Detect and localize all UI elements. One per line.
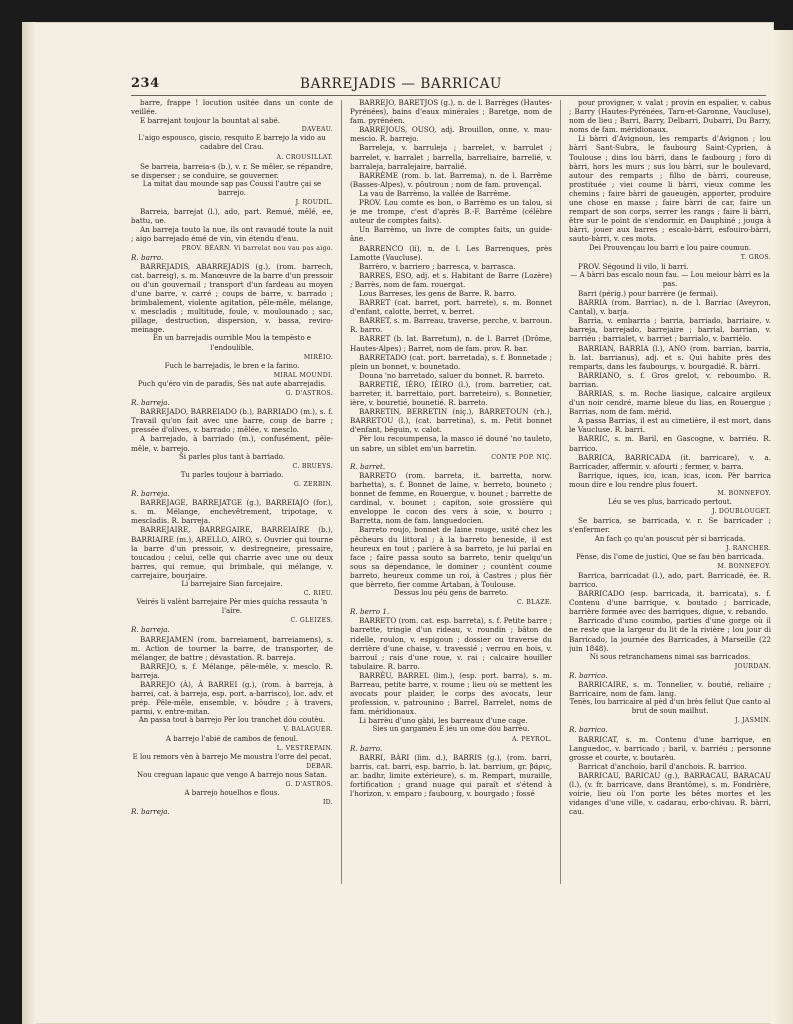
entry-paragraph: BARRI, BÀRI (lim. d.), BARRIS (g.), (rom. barri, barris, cat. barri, esp. barrio, b. lat. barrium, gr. βάρις, ar. badhr, limite extérieure), s. m. Rempart, muraille, fortification ; grand nuage qui paraît et s'étend à l'horizon, v. emparo ; faubourg, v. bourgado ; fossé — [350, 752, 552, 799]
quotation-source: M. BONNEFOY. — [717, 490, 771, 498]
entry-paragraph: BARRENCO (li), n. de l. Les Barrenques, près Lamotte (Vaucluse). — [350, 243, 552, 262]
quotation: A barrejo l'abié de cambos de fenoul. — [165, 734, 299, 743]
quotation: Fuch le barrejadis, le bren e la farino. — [164, 361, 300, 370]
quotation: Puch qu'éro vin de paradis, Sès nat aute abarrejadis. — [137, 379, 327, 388]
entry-paragraph: BARRETO (rom. barreta, it. barretta, norw. barhetta), s. f. Bonnet de laine, v. berreto, bouneto ; bonnet de femme, en Rouergue, v. bounet ; barrette de cardinal, v. bounet ; capiton, soie grossière qui enveloppe le cocon des vers à soie, v. bourro ; Barretta, nom de fam. languedocien. — [350, 470, 552, 526]
entry-paragraph: Li barrèu d'uno gàbi, les barreaux d'une cage. — [359, 716, 528, 726]
quotation-source: A. PEYROL. — [512, 735, 552, 743]
entry-paragraph: BARREJADO, BARREIADO (b.), BARRIADO (m.), s. f. Travail qu'on fait avec une barre, coup de barre ; pressée d'olives, v. barrado ; mêlée, v. mesclo. — [131, 407, 333, 435]
entry-paragraph: BARRETIN, BERRETIN (niç.), BARRETOUN (rh.), BARRETOU (l.), (cat. barretina), s. m. Petit bonnet d'enfant, béguin, v. calot. — [350, 407, 552, 435]
quotation-source: C. BRUEYS. — [292, 462, 333, 470]
column-left — [131, 98, 333, 884]
entry-paragraph: BARRICAIRE, s. m. Tonnelier, v. boutié, reliaire ; Barricaire, nom de fam. lang. — [569, 680, 771, 699]
entry-paragraph: barre, frappe ! locution usitée dans un conte de veillée. — [131, 98, 333, 117]
column-separator — [560, 100, 561, 884]
entry-paragraph: BARRETIÉ, IÈRO, IÈIRO (l.), (rom. barretier, cat. barreter, it. barrettaio, port. barreteiro), s. Bonnetier, ière, v. bouretié, bounetié. R. barreto. — [350, 379, 552, 408]
entry-paragraph: Un Barrèmo, un livre de comptes faits, un guide-âne. — [350, 225, 552, 244]
entry-paragraph: Barrique, iques, ico, ican, icas, icon. Pèr barrica moun dire e lou rendre plus fouert. — [569, 470, 771, 489]
entry-paragraph: Pèr lou recoumpensa, la masco ié douné 'no tauleto, un sabre, un siblet em'un barretin. — [350, 434, 552, 453]
entry-paragraph: BARRIAN, BARRIA (l.), ANO (rom. barrian, barria, b. lat. barrianus), adj. et s. Qui habite près des remparts, dans les faubourgs, v. bourgadié. R. bàrri. — [569, 343, 771, 371]
quotation-source: JOURDAN. — [734, 662, 771, 670]
quotation-source: G. D'ASTROS. — [285, 390, 333, 397]
etymology-reference: R. barreja. — [131, 489, 170, 499]
quotation-source: G. D'ASTROS. — [285, 781, 333, 789]
quotation: Sies un gargamèu E iéu un ome dóu barrèu. — [372, 725, 530, 734]
entry-paragraph: BARRÈU, BARREL (lim.), (esp. port. barra), s. m. Barreau, petite barre, v. roume ; lieu où se mettent les avocats pour plaider, le corps des avocats, leur profession, v. patrounino ; Barrel, Barrelet, noms de fam. méridionaux. — [350, 670, 552, 717]
entry-paragraph: BARRIAS, s. m. Roche liasique, calcaire argileux d'un noir cendré, marne bleue du lias, en Rouergue ; Barrias, nom de fam. mérid. — [569, 389, 771, 417]
entry-paragraph: BARRIC, s. m. Baril, en Gascogne, v. barriéu. R. barrico. — [569, 434, 771, 453]
entry-paragraph: BARREJADIS, ABARREJADIS (g.), (rom. barrech, cat. barreig), s. m. Manœuvre de la barre d'un pressoir ou d'un gouvernail ; transport d'un fardeau au moyen d'une barre, v. carré ; coups de barre, v. barrado ; brimbalement, violente agitation, pêle-mêle, mélange, v. mescladis ; multitude, foule, v. moulounado ; sac, pillage, destruction, dispersion, v. bassa, reviro-meinage. — [131, 261, 333, 335]
entry-paragraph: BARRICADO (esp. barricada, it. barricata), s. f. Contenu d'une barrique, v. boutado ; barricade, barrière formée avec des barriques, digue, v. rebando. — [569, 589, 771, 617]
quotation-source: MIRAL MOUNDI. — [273, 371, 333, 379]
quotation-source: MIRÈIO. — [303, 353, 333, 361]
page-number: 234 — [131, 76, 160, 91]
entry-paragraph: BARRET (b. lat. Barretum), n. de l. Barret (Drôme, Hautes-Alpes) ; Barret, nom de fam. prov. R. bar. — [350, 334, 552, 353]
entry-paragraph: Li bàrri d'Avignoun, les remparts d'Avignon ; lou bàrri Sant-Subra, le faubourg Saint-Cyprien, à Toulouse ; dins lou bàrri, dans le faubourg ; foro di bàrri, hors les murs ; sus lou bàrri, sur le boulevard, autour des remparts ; filho de bàrri, coureuse, prostituée ; viei coume li bàrri, vieux comme les chemins ; faire bàrri de gaueugèn, apporter, produire une chose en masse ; faire bàrri de car, faire un rempart de son corps, serrer les rangs ; faire li bàrri, être sur le point de s'endormir, en Dauphiné ; jouga à bàrri, jouer aux barres ; escalo-bàrri, esfouiro-bàrri, sauto-bàrri, v. ces mots. — [569, 134, 771, 244]
quotation: Veirés li valènt barrejaire Pèr mies quicha ressauta 'n l'aire. — [136, 598, 328, 616]
entry-paragraph: Barri (périg.) pour barrère (je fermai). — [578, 288, 719, 298]
quotation: Dessus lou péu gens de barreto. — [393, 589, 509, 598]
text-columns — [131, 98, 771, 884]
column-middle — [350, 98, 552, 884]
quotation: Ni sous retranchamens nimai sas barricados. — [589, 652, 751, 661]
entry-paragraph: Douna 'no barretado, saluer du bonnet. R. barreto. — [359, 370, 545, 380]
quotation-source: C. GLEIZES. — [290, 617, 333, 625]
quotation: Pènse, dis l'ome de justici, Que se fau bèn barricada. — [576, 552, 764, 561]
quotation-source: J. RANCHER. — [725, 544, 771, 552]
entry-paragraph: BARREJO (À), À BARREI (g.), (rom. à barreja, à barrei, cat. à barreja, esp. port. a-barrisco), loc. adv. et prép. Pêle-mêle, ensemble, v. bôudre ; à travers, parmi, v. entre-mitan. — [131, 680, 333, 717]
quotation-source: PROV. BÉARN. Vi barrelat nou vau pas aigo. — [181, 244, 333, 252]
entry-paragraph: BARRICAU, BARICAU (g.), BARRACAU, BARACAU (l.), (v. fr. barricave, dans Brantôme), s. m. Fondrière, voirie, lieu où l'on porte les bêtes mortes et les vidanges d'une ville, v. cadarau, erbo-chivau. R. bàrri, cau. — [569, 770, 771, 817]
quotation-source: DEBAR. — [306, 762, 333, 770]
quotation-source: V. BALAGUER. — [283, 726, 333, 734]
etymology-reference: R. barreja. — [131, 807, 170, 817]
etymology-reference: R. barrico. — [569, 725, 608, 735]
column-separator — [341, 100, 342, 884]
entry-paragraph: Barria, v. embarria ; barria, barriado, barriaire, v. barreja, barrejado, barrejaire ; barrial, barrian, v. barriéu ; barrialet, v. barriet ; barrialo, v. barrièlo. — [569, 316, 771, 344]
entry-paragraph: BARREJO, BARETJOS (g.), n. de l. Barrèges (Hautes-Pyrénées), bains d'eaux minérales ; Baretge, nom de fam. pyrénéen. — [350, 98, 552, 126]
quotation: — A bàrri bas escalo noun fau. — Lou meiour bàrri es la pas. — [570, 270, 770, 288]
entry-paragraph: Lous Barreses, les gens de Barre. R. barro. — [359, 288, 517, 298]
quotation: An fach ço qu'an pouscut pèr si barricada. — [594, 534, 746, 543]
entry-paragraph: BARRICAT, s. m. Contenu d'une barrique, en Languedoc, v. barricado ; baril, v. barriéu ; personne grosse et courte, v. boutarèu. — [569, 734, 771, 762]
entry-paragraph: BARREJAMEN (rom. barreiament, barreiamens), s. m. Action de tourner la barre, de transporter, de mélanger, de battre ; dévastation. R. barreja. — [131, 634, 333, 662]
entry-paragraph: BARRET (cat. barret, port. barrete), s. m. Bonnet d'enfant, calotte, berret, v. berret. — [350, 298, 552, 317]
quotation-source: J. JASMIN. — [735, 717, 771, 725]
column-right — [569, 98, 771, 884]
entry-paragraph: Barreto roujo, bonnet de laine rouge, usité chez les pêcheurs du littoral ; à la barreto beneside, il est heureux en tout ; parlère à sa barreto, je lui parlai en face ; faire passa souto sa barreto, tenir quelqu'un sous sa dépendance, le dominer ; countènt coume barreto, heureux comme un roi, à Castres ; plus fièr que bèrreto, fier comme Artaban, à Toulouse. — [350, 525, 552, 589]
quotation: E lou remors vèn à barrejo Me moustra l'orre del pecat. — [132, 752, 332, 761]
quotation-source: C. BLAZE. — [516, 599, 552, 607]
entry-paragraph: BARRETADO (cat. port. barretada), s. f. Bonnetade ; plein un bonnet, v. bounetado. — [350, 352, 552, 371]
quotation: Dei Prouvençau lou barri e lou paire coumun. — [588, 243, 752, 252]
entry-paragraph: BARRETO (rom. cat. esp. barreta), s. f. Petite barre ; barrette, tringle d'un rideau, v. roundin ; bâton de ridelle, roulon, v. espigoun ; dossier ou traverse du derrière d'une chaise, v. travessié ; verrou en bois, v. barrouï ; rais d'une roue, v. rai ; calcaire houiller tabulaire. R. barro. — [350, 616, 552, 671]
entry-paragraph: Barricat d'anchoio, baril d'anchois. R. barrico. — [578, 761, 747, 771]
quotation-source: G. ZERBIN. — [293, 480, 333, 488]
entry-paragraph: Se barrica, se barricada, v. r. Se barricader ; s'enfermer. — [569, 516, 771, 535]
entry-paragraph: A barrejado, à barriado (m.), confusément, pêle-mêle, v. barrejo. — [131, 434, 333, 453]
quotation-source: L. VESTREPAIN. — [276, 744, 333, 752]
header-rule — [131, 95, 766, 96]
quotation-source: J. ROUDIL. — [295, 199, 333, 207]
etymology-reference: R. barro. — [350, 743, 383, 753]
next-page-edge — [771, 30, 793, 1024]
entry-paragraph: BARRÈME (rom. b. lat. Barrema), n. de l. Barrême (Basses-Alpes), v. pôutroun ; nom de fam. provençal. — [350, 170, 552, 189]
entry-paragraph: BARRES, ESO, adj. et s. Habitant de Barre (Lozère) ; Barrès, nom de fam. rouergat. — [350, 270, 552, 289]
entry-paragraph: BARREJAGE, BARREJATGE (g.), BARREIAJO (for.), s. m. Mélange, enchevêtrement, tripotage, v. mescladis. R. barreja. — [131, 498, 333, 526]
entry-paragraph: Barrica, barricadat (l.), ado, part. Barricadé, ée. R. barrico. — [569, 570, 771, 589]
entry-paragraph: E barrejant toujour la bountat al sabé. — [140, 116, 280, 126]
quotation: An passa tout à barrejo Pèr lou tranchet dóu coutèu. — [138, 716, 326, 725]
entry-paragraph: BARRICA, BARRICADA (it. barricare), v. a. Barricader, affermir, v. afourti ; fermer, v. barra. — [569, 452, 771, 471]
entry-paragraph: BARRET, s. m. Barreau, traverse, perche, v. barroun. R. barro. — [350, 316, 552, 335]
quotation: La mitat dau mounde sap pas Coussi l'autre çai se barrejo. — [142, 179, 322, 197]
quotation-source: C. RIEU. — [303, 590, 333, 598]
quotation: Li barrejaire Sian farcejaire. — [181, 579, 283, 588]
etymology-reference: R. barreja. — [131, 625, 170, 635]
quotation-source: A. CROUSILLAT. — [276, 153, 333, 161]
quotation-source: DAVEAU. — [301, 126, 333, 134]
entry-paragraph: pour provigner, v. valat ; provin en espalier, v. cabus ; Barry (Hautes-Pyrénées, Tarn-et-Garonne, Vaucluse), nom de lieu ; Barri, Barry, Delbarri, Dubarri, Du Barry, noms de fam. méridionaux. — [569, 98, 771, 135]
quotation-source: J. DOUBLOUGET. — [712, 508, 771, 516]
quotation-source: CONTE POP. NIÇ. — [491, 453, 552, 461]
entry-paragraph: La vau de Barrèmo, la vallée de Barrême. — [359, 188, 511, 198]
entry-paragraph: BARREJO, s. f. Mélange, pêle-mêle, v. mesclo. R. barreja. — [131, 661, 333, 680]
entry-paragraph: PROV. Lou comte es bon, o Barrèmo es un talou, si je me trompe, c'est d'après B.-F. Barrême (célèbre auteur de comptes faits). — [350, 198, 552, 226]
quotation: Tu parles toujour à barriado. — [180, 470, 284, 479]
quotation: Tenès, lou barricaire al pèd d'un brès fellut Que canto al brut de soun mailhut. — [569, 698, 771, 716]
quotation: Nou creguan lapauc que vengo A barrejo nous Satan. — [136, 770, 328, 779]
entry-paragraph: BARREJAIRE, BARREGAIRE, BARREIAIRE (b.), BARRIAIRE (m.), ARELLO, AIRO, s. Ouvrier qui tourne la barre d'un pressoir, v. destregneire, pressaire, toucadou ; celui, celle qui charrie avec une ou deux barres, qui remue, qui brimbale, qui mélange, v. carrejaire, bourjaire. — [131, 525, 333, 580]
quotation: A barrejo houelhos e flous. — [184, 789, 280, 798]
entry-paragraph: PROV. Ségound li vilo, li barri. — [578, 261, 689, 271]
entry-paragraph: Barrèro, v. barriero ; barresca, v. barrasca. — [359, 261, 516, 271]
etymology-reference: R. barreja. — [131, 398, 170, 408]
etymology-reference: R. berro 1. — [350, 607, 390, 617]
quotation-source: M. BONNEFOY. — [717, 562, 771, 570]
etymology-reference: R. barrico. — [569, 670, 608, 680]
etymology-reference: R. barro. — [131, 252, 164, 262]
entry-paragraph: BARREJOUS, OUSO, adj. Brouillon, onne, v. mau-mescio. R. barrejo. — [350, 125, 552, 144]
etymology-reference: R. barret. — [350, 461, 386, 471]
entry-paragraph: BARRIA (rom. Barriac), n. de l. Barriac (Aveyron, Cantal), v. barja. — [569, 298, 771, 317]
quotation-source: ID. — [322, 799, 333, 807]
entry-paragraph: BARRIANO, s. f. Gros grelot, v. reboumbo. R. barrian. — [569, 370, 771, 389]
entry-paragraph: Barricado d'uno coumbo, parties d'une gorge où il ne reste que la largeur du lit de la rivière ; lou jour di Barricado, la journée des Barricades, à Marseille (22 juin 1848). — [569, 616, 771, 653]
quotation: Léu se ves plus, barricado pertout. — [608, 498, 732, 507]
running-title: BARREJADIS — BARRICAU — [300, 76, 502, 92]
quotation: Si parles plus tant à barriado. — [179, 452, 285, 461]
quotation-source: T. GROS. — [740, 253, 771, 261]
entry-paragraph: An barreja touto la nue, ils ont ravaudé toute la nuit ; aigo barrejado émé de vin, vin étendu d'eau. — [131, 225, 333, 244]
entry-paragraph: A passa Barrias, il est au cimetière, il est mort, dans le Vaucluse. R. barri. — [569, 416, 771, 435]
entry-paragraph: Se barreia, barreia-s (b.), v. r. Se mêler, se répandre, se disperser ; se conduire, se gouverner. — [131, 161, 333, 180]
quotation: L'aigo espousco, giscio, resquito E barrejo la vido au cadabre del Crau. — [138, 134, 326, 152]
quotation: En un barrejadis ourrible Mou la tempèsto e l'endoulible. — [152, 334, 312, 352]
entry-paragraph: Barreia, barrejat (l.), ado, part. Remué, mêlé, ee, battu, ue. — [131, 207, 333, 226]
entry-paragraph: Barreleja, v. barruleja ; barrelet, v. barrulet ; barrelet, v. barralet ; barrella, barreliaire, barrelié, v. barraleja, barralejaire, barralié. — [350, 143, 552, 171]
